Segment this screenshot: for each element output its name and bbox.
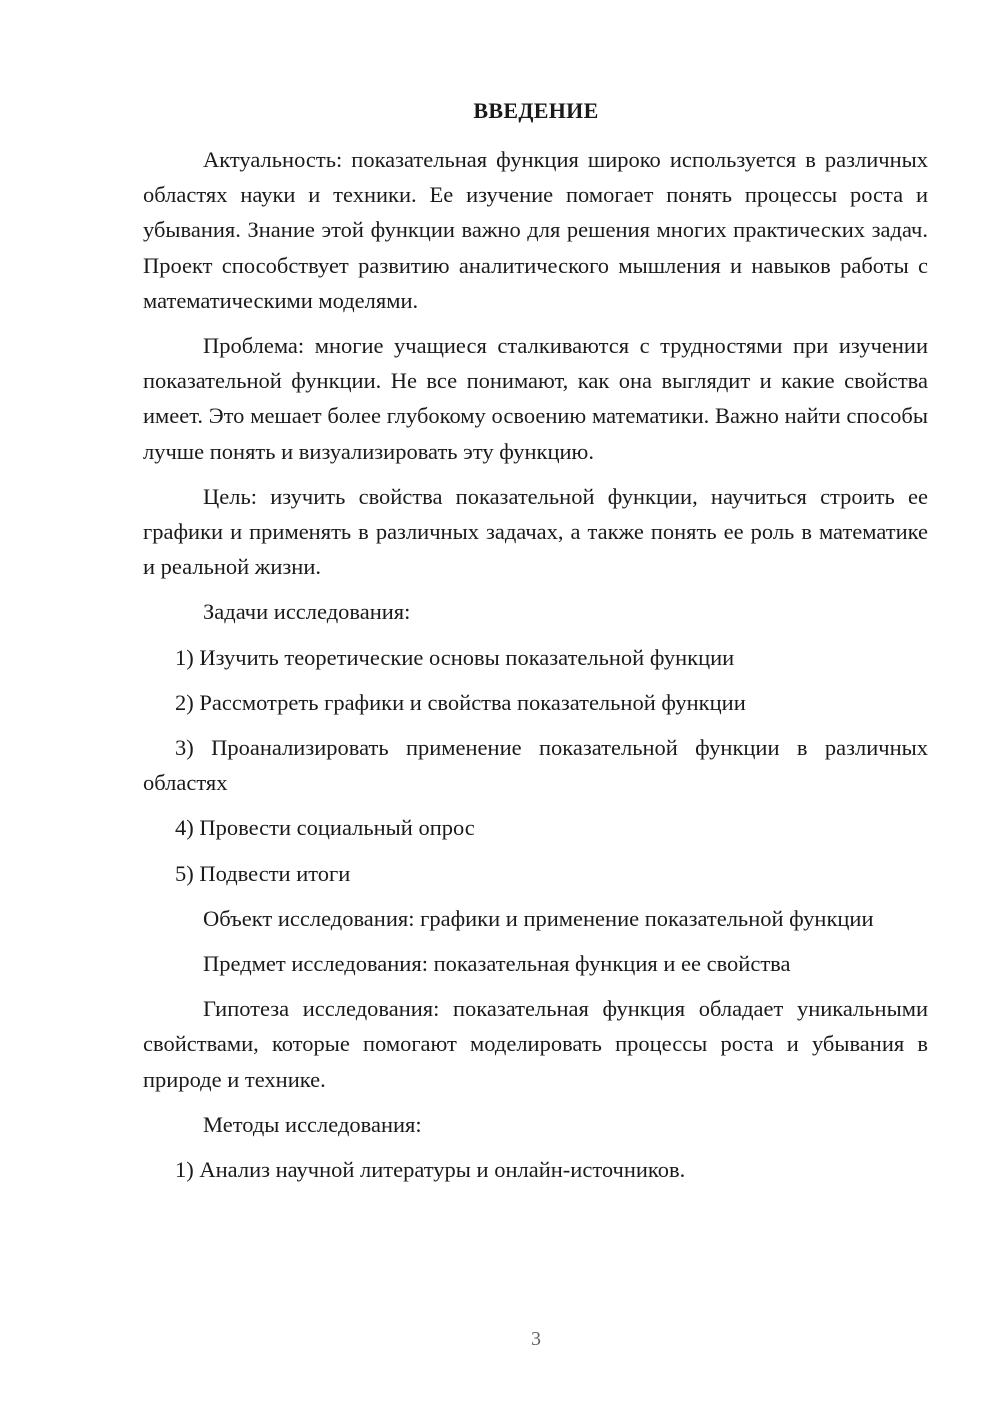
paragraph-methods-heading: Методы исследования:	[203, 1111, 422, 1137]
page-number: 3	[531, 1328, 541, 1350]
paragraph-problem: Проблема: многие учащиеся сталкиваются с трудностями при изучении показательной функции. Не все понимают, как она выглядит и какие свойства имеет. Это мешает более глубокому освоению математики. Важно найти способы лучше понять и визуализировать эту функцию.	[143, 333, 928, 464]
list-item-task-3: 3) Проанализировать применение показательной функции в различных областях	[143, 735, 928, 796]
list-item-task-1: 1) Изучить теоретические основы показательной функции	[175, 644, 735, 670]
page-title: ВВЕДЕНИЕ	[473, 98, 599, 123]
paragraph-relevance: Актуальность: показательная функция широко используется в различных областях науки и техники. Ее изучение помогает понять процессы роста и убывания. Знание этой функции важно для решения многих практических задач. Проект способствует развитию аналитического мышления и навыков работы с математическими моделями.	[143, 147, 928, 313]
list-item-task-4: 4) Провести социальный опрос	[175, 815, 475, 841]
list-item-task-2: 2) Рассмотреть графики и свойства показательной функции	[175, 689, 746, 715]
list-item-method-1: 1) Анализ научной литературы и онлайн-источников.	[175, 1157, 686, 1183]
paragraph-tasks-heading: Задачи исследования:	[203, 599, 411, 625]
document-body	[143, 142, 928, 1187]
paragraph-research-object: Объект исследования: графики и применение показательной функции	[203, 905, 874, 931]
paragraph-research-subject: Предмет исследования: показательная функция и ее свойства	[203, 951, 791, 977]
list-item-task-5: 5) Подвести итоги	[175, 860, 351, 886]
paragraph-hypothesis: Гипотеза исследования: показательная функция обладает уникальными свойствами, которые помогают моделировать процессы роста и убывания в природе и технике.	[143, 996, 928, 1092]
paragraph-goal: Цель: изучить свойства показательной функции, научиться строить ее графики и применять в различных задачах, а также понять ее роль в математике и реальной жизни.	[143, 483, 928, 580]
